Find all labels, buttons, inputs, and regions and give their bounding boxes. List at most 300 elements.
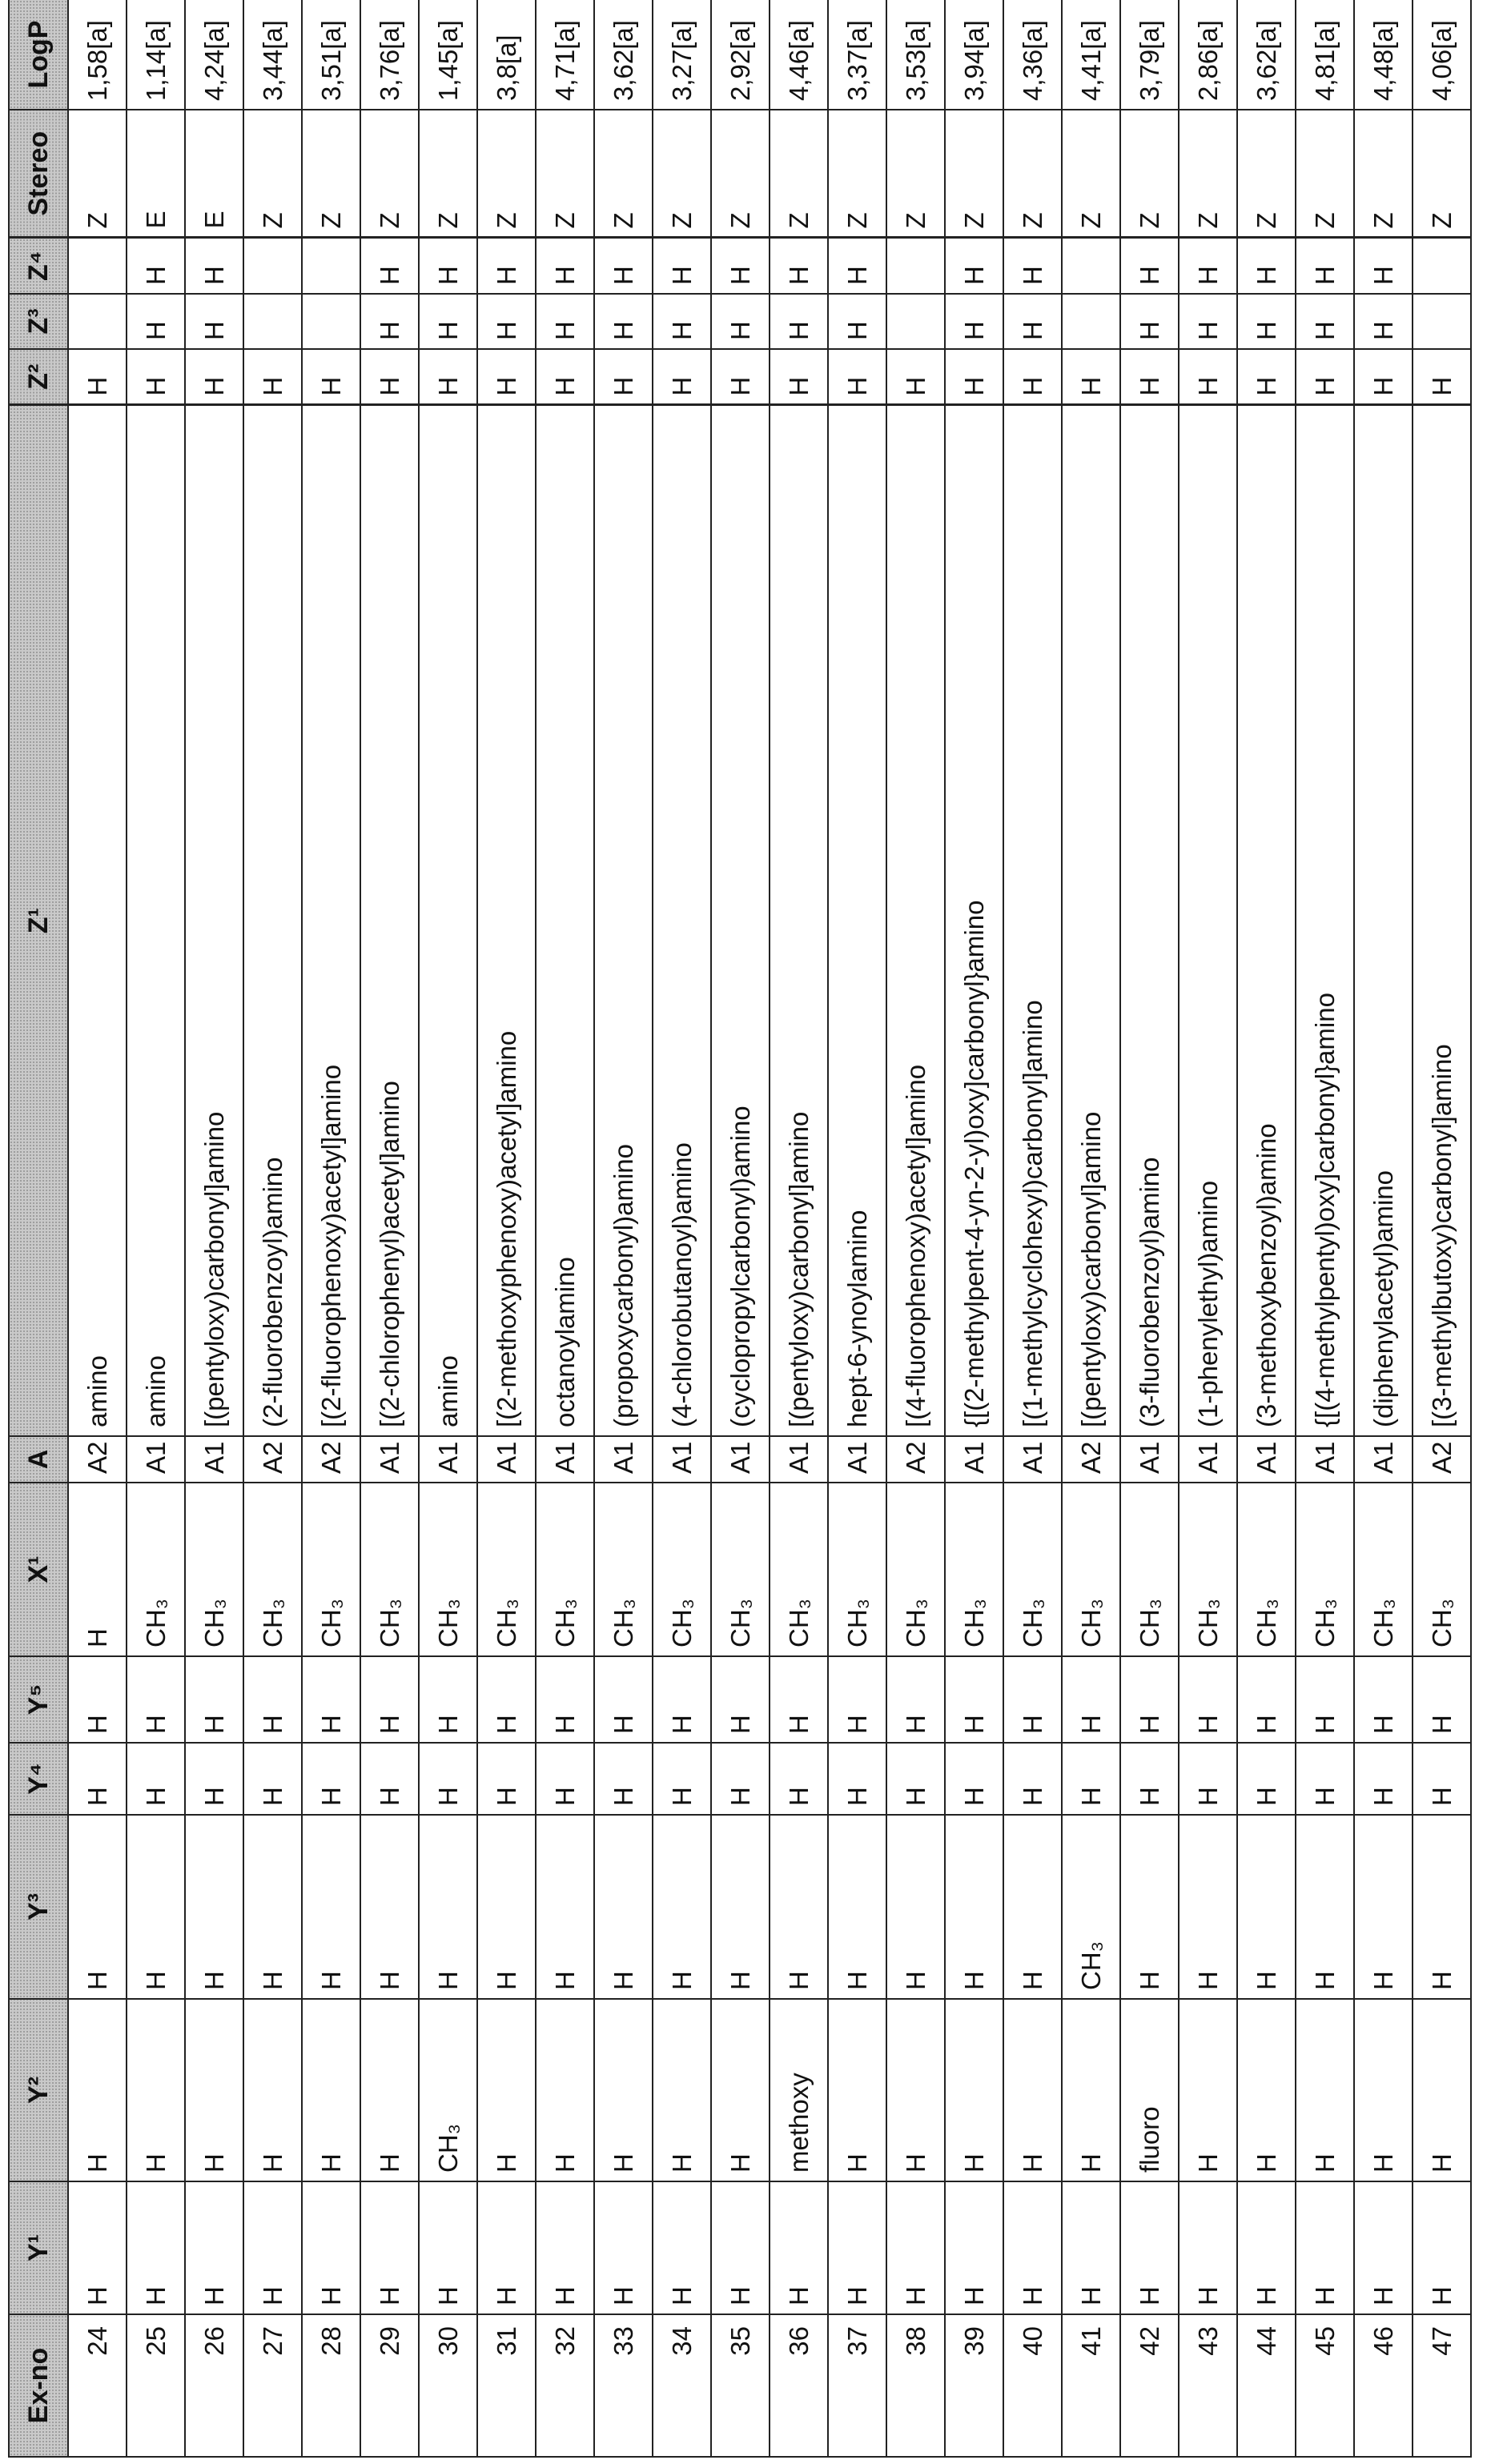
cell-x1: CH₃ (185, 1483, 243, 1656)
table-row (1062, 0, 1120, 2457)
cell-y2: H (1179, 1999, 1237, 2181)
cell-a: A2 (302, 1436, 360, 1483)
cell-logp: 2,92[a] (711, 0, 770, 110)
cell-y4: H (243, 1743, 302, 1815)
cell-stereo: E (185, 110, 243, 238)
cell-a: A1 (1354, 1436, 1413, 1483)
table-row (68, 0, 127, 2457)
cell-z3: H (1296, 294, 1354, 349)
cell-a: A1 (594, 1436, 653, 1483)
cell-z1: (cyclopropylcarbonyl)amino (711, 405, 770, 1436)
cell-a: A1 (1003, 1436, 1062, 1483)
cell-stereo: E (127, 110, 185, 238)
column-header-stereo: Stereo (9, 110, 68, 238)
cell-z1: (4-chlorobutanoyl)amino (653, 405, 711, 1436)
cell-y5: H (1120, 1656, 1179, 1743)
cell-z2: H (243, 349, 302, 405)
cell-y3: H (1003, 1815, 1062, 1999)
cell-z4: H (1296, 238, 1354, 294)
cell-logp: 3,44[a] (243, 0, 302, 110)
cell-z4: H (711, 238, 770, 294)
cell-x1: CH₃ (1179, 1483, 1237, 1656)
cell-logp: 3,62[a] (1237, 0, 1296, 110)
cell-z1: amino (68, 405, 127, 1436)
cell-y1: H (1413, 2181, 1471, 2314)
cell-logp: 4,81[a] (1296, 0, 1354, 110)
cell-z1: amino (419, 405, 477, 1436)
cell-z1: octanoylamino (536, 405, 594, 1436)
cell-x1: CH₃ (419, 1483, 477, 1656)
cell-y1: H (302, 2181, 360, 2314)
cell-y4: H (1179, 1743, 1237, 1815)
cell-y3: H (1296, 1815, 1354, 1999)
cell-z1: [(1-methylcyclohexyl)carbonyl]amino (1003, 405, 1062, 1436)
cell-z2: H (536, 349, 594, 405)
table-row (302, 0, 360, 2457)
cell-y1: H (360, 2181, 419, 2314)
cell-y3: H (185, 1815, 243, 1999)
cell-x1: CH₃ (1413, 1483, 1471, 1656)
cell-z1: (2-fluorobenzoyl)amino (243, 405, 302, 1436)
cell-y5: H (302, 1656, 360, 1743)
cell-z1: [(pentyloxy)carbonyl]amino (1062, 405, 1120, 1436)
cell-y2: H (477, 1999, 536, 2181)
cell-y4: H (477, 1743, 536, 1815)
cell-y1: H (477, 2181, 536, 2314)
cell-z1: [(2-fluorophenoxy)acetyl]amino (302, 405, 360, 1436)
cell-z3: H (1120, 294, 1179, 349)
cell-z2: H (1237, 349, 1296, 405)
cell-z2: H (886, 349, 945, 405)
cell-y3: H (1237, 1815, 1296, 1999)
cell-y2: H (886, 1999, 945, 2181)
cell-y4: H (1003, 1743, 1062, 1815)
cell-z1: [(3-methylbutoxy)carbonyl]amino (1413, 405, 1471, 1436)
cell-y1: H (127, 2181, 185, 2314)
cell-y4: H (1354, 1743, 1413, 1815)
cell-y5: H (945, 1656, 1003, 1743)
cell-ex-no: 30 (419, 2314, 477, 2457)
cell-y4: H (68, 1743, 127, 1815)
cell-a: A1 (419, 1436, 477, 1483)
cell-x1: H (68, 1483, 127, 1656)
cell-x1: CH₃ (127, 1483, 185, 1656)
cell-logp: 3,37[a] (828, 0, 886, 110)
cell-y4: H (770, 1743, 828, 1815)
cell-a: A1 (477, 1436, 536, 1483)
cell-z4: H (945, 238, 1003, 294)
cell-x1: CH₃ (1062, 1483, 1120, 1656)
cell-y4: H (302, 1743, 360, 1815)
cell-x1: CH₃ (1003, 1483, 1062, 1656)
cell-y5: H (828, 1656, 886, 1743)
cell-z4: H (1003, 238, 1062, 294)
cell-y3: CH₃ (1062, 1815, 1120, 1999)
cell-ex-no: 33 (594, 2314, 653, 2457)
cell-z3 (243, 294, 302, 349)
cell-logp: 3,79[a] (1120, 0, 1179, 110)
cell-y2: CH₃ (419, 1999, 477, 2181)
cell-z4 (1062, 238, 1120, 294)
cell-x1: CH₃ (360, 1483, 419, 1656)
cell-y2: H (828, 1999, 886, 2181)
cell-x1: CH₃ (477, 1483, 536, 1656)
cell-y1: H (1354, 2181, 1413, 2314)
column-header-logp: LogP (9, 0, 68, 110)
cell-y3: H (886, 1815, 945, 1999)
cell-y1: H (1120, 2181, 1179, 2314)
column-header-y2: Y² (9, 1999, 68, 2181)
cell-a: A1 (945, 1436, 1003, 1483)
cell-z1: amino (127, 405, 185, 1436)
cell-ex-no: 24 (68, 2314, 127, 2457)
cell-z2: H (1120, 349, 1179, 405)
cell-a: A2 (886, 1436, 945, 1483)
cell-logp: 3,53[a] (886, 0, 945, 110)
cell-y4: H (711, 1743, 770, 1815)
cell-z3: H (1179, 294, 1237, 349)
cell-z1: (1-phenylethyl)amino (1179, 405, 1237, 1436)
cell-y2: H (360, 1999, 419, 2181)
cell-stereo: Z (68, 110, 127, 238)
cell-z3: H (477, 294, 536, 349)
cell-z2: H (1354, 349, 1413, 405)
cell-z1: [(pentyloxy)carbonyl]amino (185, 405, 243, 1436)
cell-z4 (886, 238, 945, 294)
cell-y1: H (1003, 2181, 1062, 2314)
cell-a: A1 (1120, 1436, 1179, 1483)
cell-y5: H (770, 1656, 828, 1743)
cell-x1: CH₃ (886, 1483, 945, 1656)
cell-y2: H (243, 1999, 302, 2181)
cell-z3: H (711, 294, 770, 349)
cell-stereo: Z (1413, 110, 1471, 238)
cell-ex-no: 47 (1413, 2314, 1471, 2457)
cell-z2: H (185, 349, 243, 405)
cell-x1: CH₃ (770, 1483, 828, 1656)
cell-stereo: Z (828, 110, 886, 238)
cell-y2: H (68, 1999, 127, 2181)
cell-y3: H (1179, 1815, 1237, 1999)
cell-stereo: Z (419, 110, 477, 238)
table-row (945, 0, 1003, 2457)
cell-logp: 1,14[a] (127, 0, 185, 110)
column-header-z4: Z⁴ (9, 238, 68, 294)
cell-x1: CH₃ (945, 1483, 1003, 1656)
cell-y4: H (536, 1743, 594, 1815)
cell-y1: H (828, 2181, 886, 2314)
cell-x1: CH₃ (653, 1483, 711, 1656)
column-header-a: A (9, 1436, 68, 1483)
cell-a: A1 (770, 1436, 828, 1483)
cell-y4: H (127, 1743, 185, 1815)
cell-y1: H (945, 2181, 1003, 2314)
cell-a: A2 (1062, 1436, 1120, 1483)
column-header-x1: X¹ (9, 1483, 68, 1656)
cell-z3: H (594, 294, 653, 349)
cell-z1: [(2-chlorophenyl)acetyl]amino (360, 405, 419, 1436)
cell-y3: H (477, 1815, 536, 1999)
cell-stereo: Z (653, 110, 711, 238)
table-row (185, 0, 243, 2457)
cell-a: A2 (1413, 1436, 1471, 1483)
cell-z4: H (1237, 238, 1296, 294)
cell-ex-no: 40 (1003, 2314, 1062, 2457)
cell-ex-no: 43 (1179, 2314, 1237, 2457)
table-row (1179, 0, 1237, 2457)
cell-ex-no: 26 (185, 2314, 243, 2457)
cell-z4 (302, 238, 360, 294)
cell-y5: H (1003, 1656, 1062, 1743)
cell-z3 (1062, 294, 1120, 349)
cell-z2: H (594, 349, 653, 405)
column-header-ex-no: Ex-no (9, 2314, 68, 2457)
cell-y5: H (419, 1656, 477, 1743)
cell-logp: 3,51[a] (302, 0, 360, 110)
cell-z2: H (770, 349, 828, 405)
cell-z3: H (536, 294, 594, 349)
cell-logp: 4,71[a] (536, 0, 594, 110)
cell-z3: H (828, 294, 886, 349)
cell-a: A1 (653, 1436, 711, 1483)
cell-y2: H (653, 1999, 711, 2181)
cell-a: A1 (360, 1436, 419, 1483)
column-header-y4: Y⁴ (9, 1743, 68, 1815)
cell-y2: H (1237, 1999, 1296, 2181)
cell-stereo: Z (1354, 110, 1413, 238)
cell-y3: H (770, 1815, 828, 1999)
column-header-z2: Z² (9, 349, 68, 405)
cell-y4: H (945, 1743, 1003, 1815)
cell-z1: (3-fluorobenzoyl)amino (1120, 405, 1179, 1436)
cell-y5: H (1354, 1656, 1413, 1743)
cell-y2: H (185, 1999, 243, 2181)
cell-z3: H (653, 294, 711, 349)
cell-x1: CH₃ (1354, 1483, 1413, 1656)
table-row (1237, 0, 1296, 2457)
cell-y2: H (1354, 1999, 1413, 2181)
cell-ex-no: 27 (243, 2314, 302, 2457)
cell-y5: H (1237, 1656, 1296, 1743)
cell-y2: fluoro (1120, 1999, 1179, 2181)
table-row (419, 0, 477, 2457)
cell-ex-no: 41 (1062, 2314, 1120, 2457)
cell-y1: H (886, 2181, 945, 2314)
cell-y1: H (419, 2181, 477, 2314)
cell-y5: H (477, 1656, 536, 1743)
cell-y1: H (1296, 2181, 1354, 2314)
cell-logp: 3,27[a] (653, 0, 711, 110)
table-row (1413, 0, 1471, 2457)
table-row (1003, 0, 1062, 2457)
cell-ex-no: 45 (1296, 2314, 1354, 2457)
cell-y2: H (302, 1999, 360, 2181)
cell-ex-no: 34 (653, 2314, 711, 2457)
cell-z1: {[(4-methylpentyl)oxy]carbonyl}amino (1296, 405, 1354, 1436)
cell-y4: H (594, 1743, 653, 1815)
cell-logp: 4,48[a] (1354, 0, 1413, 110)
cell-stereo: Z (711, 110, 770, 238)
cell-z2: H (127, 349, 185, 405)
table-row (1296, 0, 1354, 2457)
cell-y1: H (1062, 2181, 1120, 2314)
table-row (653, 0, 711, 2457)
cell-z3: H (1003, 294, 1062, 349)
cell-y1: H (243, 2181, 302, 2314)
cell-y4: H (1413, 1743, 1471, 1815)
cell-y3: H (127, 1815, 185, 1999)
table-row (594, 0, 653, 2457)
cell-z3: H (127, 294, 185, 349)
cell-y2: H (1296, 1999, 1354, 2181)
compound-table (8, 0, 1472, 2458)
cell-y4: H (886, 1743, 945, 1815)
cell-z4: H (419, 238, 477, 294)
cell-stereo: Z (360, 110, 419, 238)
cell-z3 (68, 294, 127, 349)
cell-y3: H (536, 1815, 594, 1999)
cell-y2: methoxy (770, 1999, 828, 2181)
cell-y5: H (711, 1656, 770, 1743)
cell-y4: H (1062, 1743, 1120, 1815)
cell-y2: H (536, 1999, 594, 2181)
cell-y1: H (1179, 2181, 1237, 2314)
cell-logp: 2,86[a] (1179, 0, 1237, 110)
cell-ex-no: 25 (127, 2314, 185, 2457)
cell-z4: H (1354, 238, 1413, 294)
cell-z1: [(2-methoxyphenoxy)acetyl]amino (477, 405, 536, 1436)
cell-ex-no: 35 (711, 2314, 770, 2457)
cell-ex-no: 44 (1237, 2314, 1296, 2457)
cell-y5: H (886, 1656, 945, 1743)
cell-y3: H (419, 1815, 477, 1999)
cell-z2: H (1179, 349, 1237, 405)
cell-x1: CH₃ (536, 1483, 594, 1656)
cell-z4: H (770, 238, 828, 294)
table-row (243, 0, 302, 2457)
cell-z2: H (711, 349, 770, 405)
cell-y4: H (1296, 1743, 1354, 1815)
cell-ex-no: 46 (1354, 2314, 1413, 2457)
cell-stereo: Z (1237, 110, 1296, 238)
cell-y5: H (360, 1656, 419, 1743)
table-row (127, 0, 185, 2457)
table-row (828, 0, 886, 2457)
cell-a: A1 (127, 1436, 185, 1483)
cell-x1: CH₃ (302, 1483, 360, 1656)
cell-logp: 4,46[a] (770, 0, 828, 110)
cell-y4: H (828, 1743, 886, 1815)
cell-logp: 4,36[a] (1003, 0, 1062, 110)
cell-y3: H (828, 1815, 886, 1999)
cell-x1: CH₃ (1120, 1483, 1179, 1656)
cell-z2: H (68, 349, 127, 405)
cell-x1: CH₃ (594, 1483, 653, 1656)
cell-z1: [(pentyloxy)carbonyl]amino (770, 405, 828, 1436)
cell-y2: H (1003, 1999, 1062, 2181)
cell-y5: H (185, 1656, 243, 1743)
cell-y3: H (68, 1815, 127, 1999)
cell-z1: (3-methoxybenzoyl)amino (1237, 405, 1296, 1436)
cell-logp: 4,06[a] (1413, 0, 1471, 110)
cell-y3: H (360, 1815, 419, 1999)
cell-z2: H (1413, 349, 1471, 405)
cell-z3: H (1237, 294, 1296, 349)
cell-logp: 1,45[a] (419, 0, 477, 110)
cell-y4: H (1120, 1743, 1179, 1815)
cell-logp: 3,94[a] (945, 0, 1003, 110)
cell-y4: H (1237, 1743, 1296, 1815)
cell-z4: H (828, 238, 886, 294)
cell-ex-no: 42 (1120, 2314, 1179, 2457)
cell-x1: CH₃ (1237, 1483, 1296, 1656)
cell-z3: H (185, 294, 243, 349)
cell-y3: H (243, 1815, 302, 1999)
cell-y1: H (770, 2181, 828, 2314)
cell-z4: H (1179, 238, 1237, 294)
cell-z2: H (1296, 349, 1354, 405)
cell-stereo: Z (886, 110, 945, 238)
cell-y5: H (1413, 1656, 1471, 1743)
cell-z1: hept-6-ynoylamino (828, 405, 886, 1436)
cell-x1: CH₃ (711, 1483, 770, 1656)
table-row (770, 0, 828, 2457)
cell-z3: H (770, 294, 828, 349)
cell-a: A1 (828, 1436, 886, 1483)
cell-ex-no: 37 (828, 2314, 886, 2457)
cell-y5: H (1296, 1656, 1354, 1743)
cell-z2: H (653, 349, 711, 405)
cell-y1: H (536, 2181, 594, 2314)
cell-a: A1 (536, 1436, 594, 1483)
cell-a: A2 (243, 1436, 302, 1483)
cell-logp: 3,62[a] (594, 0, 653, 110)
cell-y3: H (653, 1815, 711, 1999)
cell-ex-no: 39 (945, 2314, 1003, 2457)
cell-stereo: Z (243, 110, 302, 238)
cell-z2: H (828, 349, 886, 405)
cell-y2: H (945, 1999, 1003, 2181)
cell-ex-no: 32 (536, 2314, 594, 2457)
cell-x1: CH₃ (1296, 1483, 1354, 1656)
cell-z2: H (419, 349, 477, 405)
cell-z3: H (945, 294, 1003, 349)
cell-z3 (1413, 294, 1471, 349)
cell-stereo: Z (594, 110, 653, 238)
column-header-y5: Y⁵ (9, 1656, 68, 1743)
cell-z3: H (419, 294, 477, 349)
cell-y5: H (653, 1656, 711, 1743)
column-header-y3: Y³ (9, 1815, 68, 1999)
cell-y5: H (68, 1656, 127, 1743)
cell-y4: H (185, 1743, 243, 1815)
cell-ex-no: 38 (886, 2314, 945, 2457)
table-row (360, 0, 419, 2457)
header-row (9, 0, 68, 2457)
cell-z2: H (360, 349, 419, 405)
table-row (711, 0, 770, 2457)
cell-z4: H (477, 238, 536, 294)
cell-z2: H (945, 349, 1003, 405)
cell-logp: 1,58[a] (68, 0, 127, 110)
cell-logp: 4,41[a] (1062, 0, 1120, 110)
cell-z1: (diphenylacetyl)amino (1354, 405, 1413, 1436)
cell-ex-no: 28 (302, 2314, 360, 2457)
cell-z1: [(4-fluorophenoxy)acetyl]amino (886, 405, 945, 1436)
cell-logp: 3,8[a] (477, 0, 536, 110)
cell-a: A2 (68, 1436, 127, 1483)
cell-z4: H (594, 238, 653, 294)
